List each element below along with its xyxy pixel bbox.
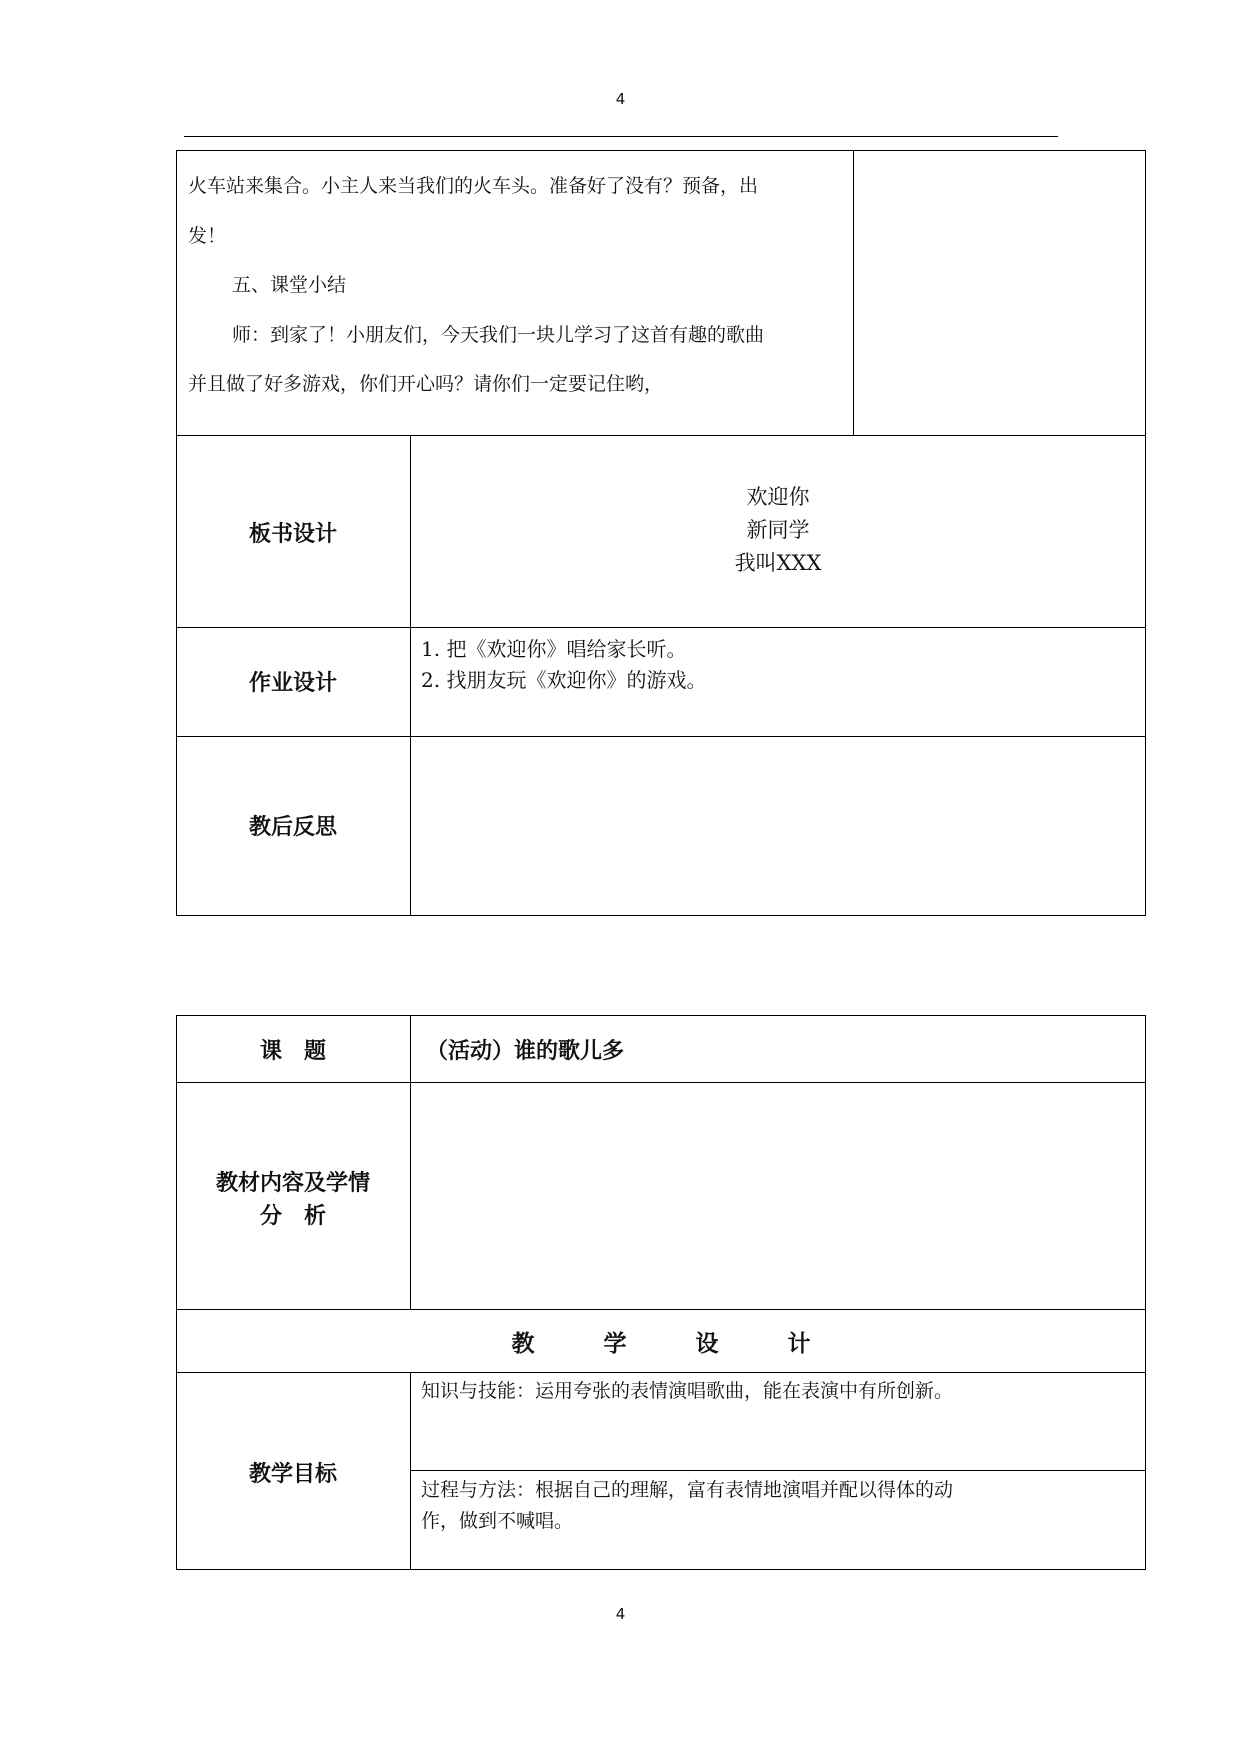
header-rule	[184, 136, 1058, 137]
reflection-label: 教后反思	[248, 815, 337, 840]
analysis-label: 分 析	[259, 1204, 326, 1229]
goal-process: 过程与方法：根据自己的理解，富有表情地演唱并配以得体的动	[421, 1479, 954, 1501]
board-line: 我叫XXX	[734, 551, 822, 575]
lesson-text-line: 发！	[188, 225, 227, 247]
goal-process: 作，做到不喊唱。	[421, 1510, 574, 1532]
analysis-label: 教材内容及学情	[215, 1171, 370, 1196]
board-line: 欢迎你	[746, 485, 810, 509]
topic-label: 课 题	[259, 1039, 326, 1064]
row-divider	[176, 736, 1146, 737]
topic-value: （活动）谁的歌儿多	[426, 1039, 625, 1064]
page-number-top: 4	[615, 90, 626, 108]
row-divider	[176, 1309, 1146, 1310]
row-divider	[176, 1082, 1146, 1083]
goals-label: 教学目标	[248, 1462, 337, 1487]
board-line: 新同学	[746, 518, 810, 542]
label-column-divider	[410, 1372, 411, 1570]
homework-item: 1. 把《欢迎你》唱给家长听。	[421, 637, 687, 661]
lesson-text-line: 并且做了好多游戏，你们开心吗？请你们一定要记住哟，	[188, 373, 664, 395]
sub-row-divider	[410, 1470, 1146, 1471]
lesson-text-line: 师：到家了！小朋友们，今天我们一块儿学习了这首有趣的歌曲	[232, 324, 765, 346]
board-design-label: 板书设计	[248, 522, 337, 547]
row-divider	[176, 435, 1146, 436]
goal-knowledge: 知识与技能：运用夸张的表情演唱歌曲，能在表演中有所创新。	[421, 1380, 954, 1402]
homework-item: 2. 找朋友玩《欢迎你》的游戏。	[421, 668, 707, 692]
row-divider	[176, 627, 1146, 628]
column-divider	[853, 150, 854, 436]
lesson-text-line: 火车站来集合。小主人来当我们的火车头。准备好了没有？预备，出	[188, 175, 759, 197]
page-number-bottom: 4	[615, 1605, 626, 1623]
section-heading: 五、课堂小结	[232, 274, 347, 296]
teaching-design-heading: 教 学 设 计	[511, 1331, 811, 1357]
label-column-divider	[410, 1015, 411, 1310]
homework-label: 作业设计	[248, 671, 337, 696]
row-divider	[176, 1372, 1146, 1373]
